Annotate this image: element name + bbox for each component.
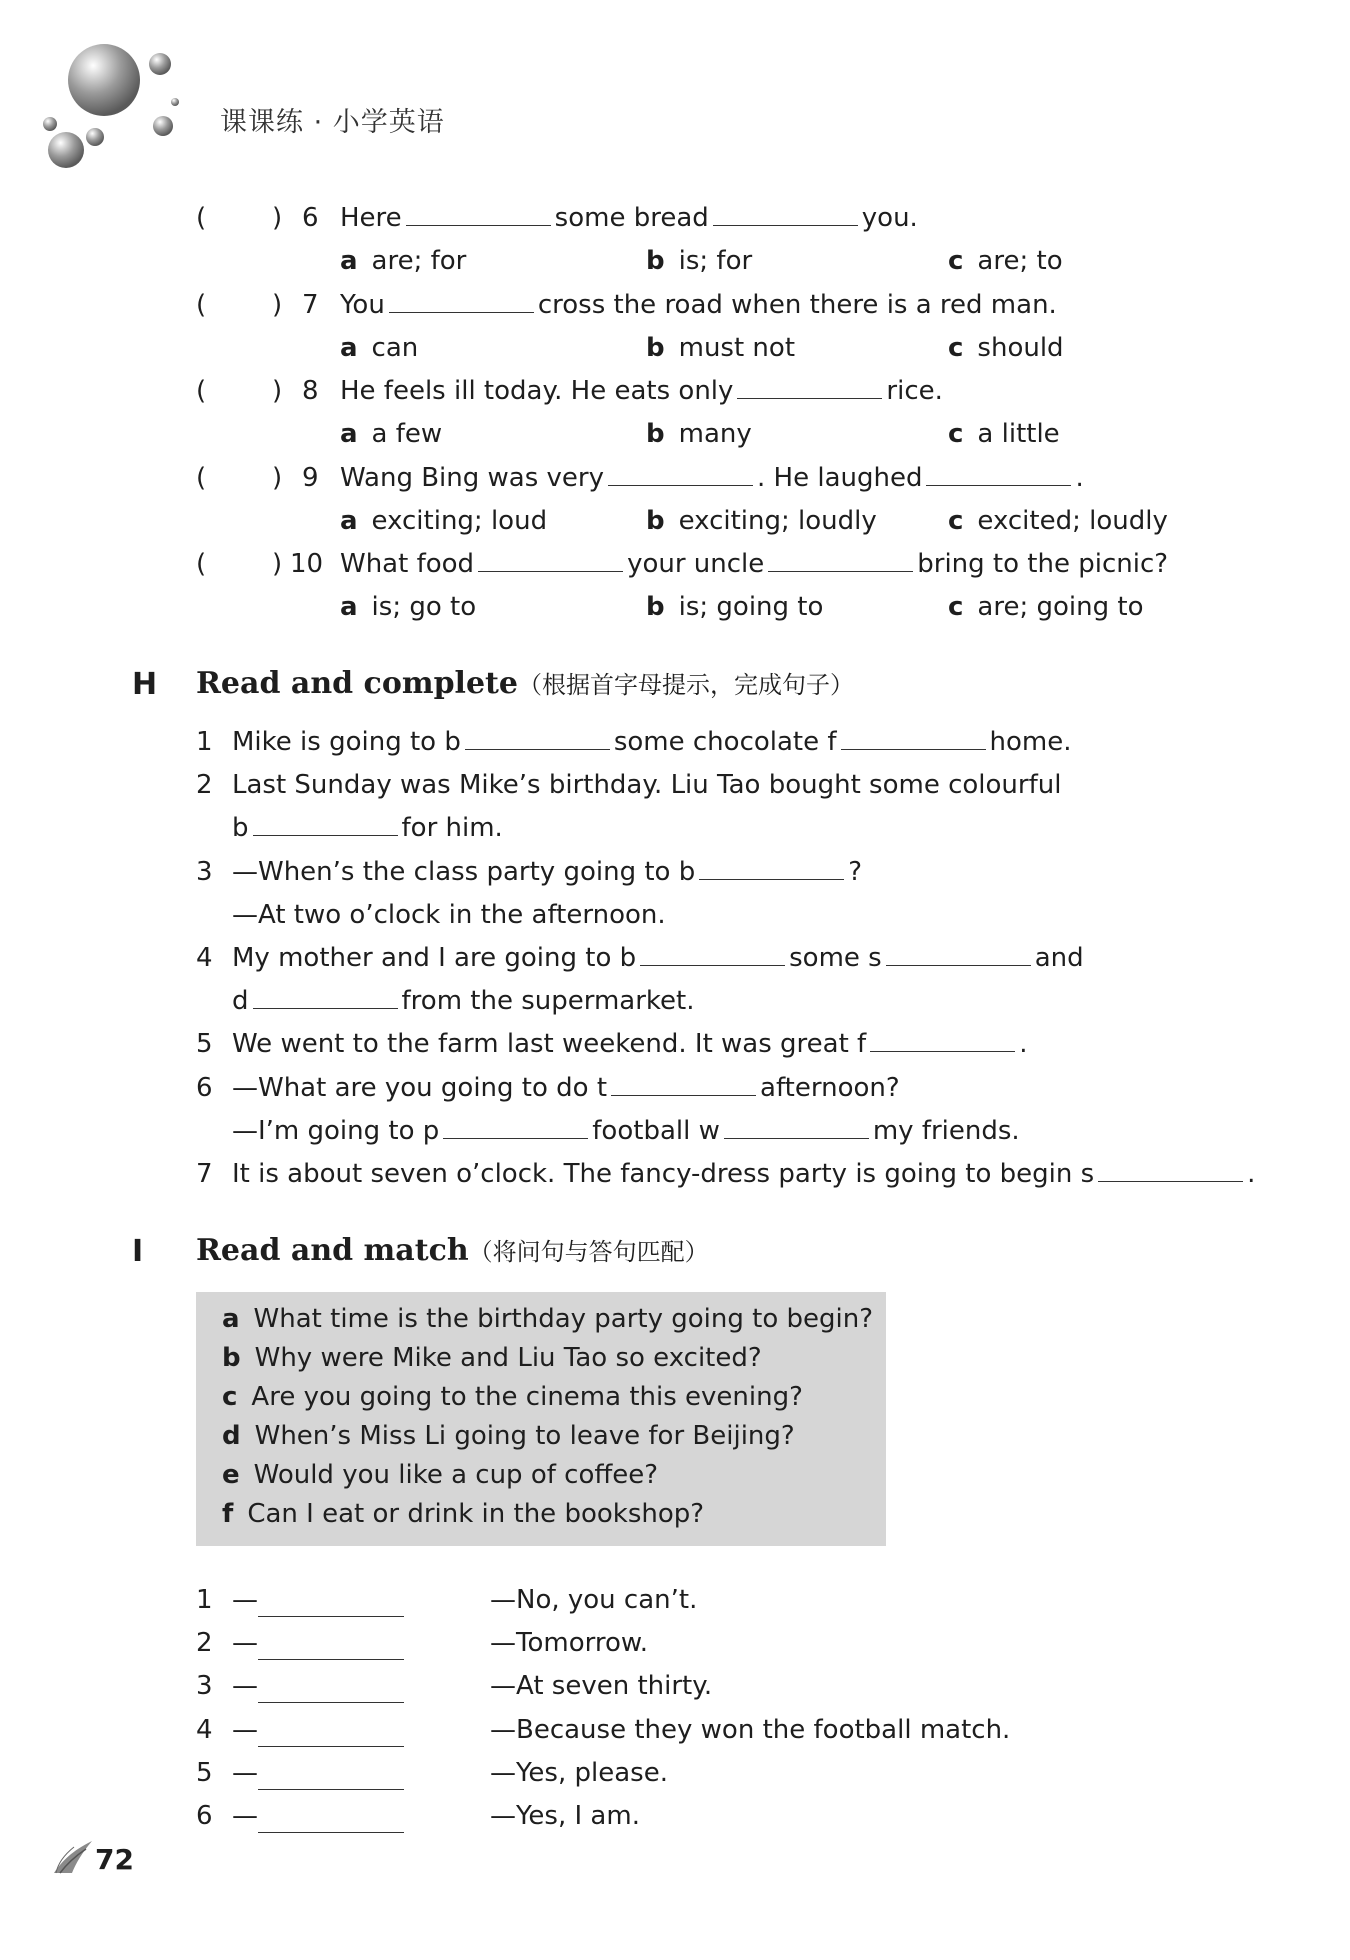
option-c[interactable]	[948, 241, 1063, 281]
section-h-subtitle: （根据首字母提示，完成句子）	[517, 671, 854, 699]
option-text: should	[977, 332, 1064, 363]
item-text: for him.	[401, 813, 503, 844]
item-number: 7	[196, 1159, 213, 1189]
answer-number: 2	[196, 1628, 213, 1659]
question-box	[196, 1292, 886, 1546]
item-line	[232, 938, 1084, 978]
answer-blank[interactable]	[737, 372, 882, 399]
answer-blank[interactable]	[443, 1112, 588, 1139]
item-number: 4	[196, 943, 213, 973]
answer-text: —Yes, please.	[490, 1757, 668, 1788]
section-h-letter: H	[132, 667, 158, 702]
question-b	[222, 1343, 762, 1373]
answer-blank[interactable]	[1098, 1155, 1243, 1182]
question-stem	[340, 371, 943, 411]
answer-blank[interactable]	[406, 199, 551, 226]
answer-blank[interactable]	[841, 723, 986, 750]
answer-blank[interactable]	[886, 939, 1031, 966]
option-b[interactable]	[646, 501, 877, 541]
question-stem	[340, 198, 918, 238]
answer-paren-open: (	[196, 289, 207, 320]
option-c[interactable]	[948, 328, 1064, 368]
dash: —	[232, 1671, 258, 1702]
answer-blank[interactable]	[389, 286, 534, 313]
answer-text: —Tomorrow.	[490, 1628, 649, 1659]
option-a[interactable]	[340, 328, 418, 368]
question-c	[222, 1382, 803, 1412]
answer-paren-close: )	[272, 549, 283, 579]
answer-blank[interactable]	[724, 1112, 869, 1139]
option-text: excited; loudly	[977, 505, 1168, 536]
answer-blank[interactable]	[258, 1720, 404, 1747]
answer-blank[interactable]	[608, 459, 753, 486]
option-letter: a	[340, 332, 358, 363]
answer-text: —Because they won the football match.	[490, 1714, 1011, 1745]
option-letter: c	[948, 246, 964, 276]
answer-paren-close: )	[272, 376, 283, 406]
option-letter: b	[646, 332, 665, 363]
answer-blank[interactable]	[258, 1633, 404, 1660]
option-text: are; to	[977, 246, 1063, 276]
answer-blank[interactable]	[465, 723, 610, 750]
answer-blank[interactable]	[713, 199, 858, 226]
stem-text: What food	[340, 549, 475, 579]
answer-number: 5	[196, 1757, 213, 1788]
option-c[interactable]	[948, 501, 1168, 541]
option-letter: c	[948, 332, 964, 363]
option-letter: c	[948, 419, 964, 449]
item-text: from the supermarket.	[401, 986, 695, 1017]
item-line	[232, 1024, 1027, 1064]
option-letter: b	[646, 505, 665, 536]
option-a[interactable]	[340, 414, 442, 454]
answer-paren-open: (	[196, 203, 207, 233]
stem-text: cross the road when there is a red man.	[537, 289, 1057, 320]
option-b[interactable]	[646, 241, 752, 281]
option-b[interactable]	[646, 414, 752, 454]
question-letter: b	[222, 1343, 241, 1373]
answer-paren-close: )	[272, 203, 283, 233]
item-text: d	[232, 986, 249, 1017]
page-number: 72	[95, 1843, 134, 1876]
answer-text: —No, you can’t.	[490, 1585, 698, 1615]
option-text: is; go to	[371, 592, 477, 622]
stem-text: your uncle	[627, 549, 765, 579]
item-text: —At two o’clock in the afternoon.	[232, 899, 666, 930]
answer-number: 1	[196, 1585, 213, 1615]
answer-box[interactable]	[212, 291, 272, 321]
item-text: my friends.	[872, 1115, 1020, 1146]
answer-paren-open: (	[196, 462, 207, 493]
answer-blank[interactable]	[870, 1025, 1015, 1052]
answer-box[interactable]	[212, 550, 272, 580]
section-h-title-text: Read and complete	[196, 666, 518, 701]
question-f	[222, 1499, 704, 1529]
item-text: —I’m going to p	[232, 1115, 440, 1146]
question-text: Would you like a cup of coffee?	[253, 1460, 659, 1490]
question-e	[222, 1460, 658, 1490]
header-bubbles-decoration	[38, 42, 188, 182]
item-text: football w	[592, 1115, 720, 1146]
question-a	[222, 1304, 873, 1334]
question-stem	[340, 544, 1168, 584]
answer-blank[interactable]	[258, 1763, 404, 1790]
item-text: We went to the farm last weekend. It was great f	[232, 1029, 867, 1060]
answer-text: —At seven thirty.	[490, 1671, 713, 1702]
answer-blank[interactable]	[258, 1806, 404, 1833]
answer-paren-open: (	[196, 376, 207, 406]
item-number: 6	[196, 1072, 213, 1103]
option-letter: a	[340, 505, 358, 536]
option-text: exciting; loudly	[678, 505, 877, 536]
question-stem	[340, 458, 1084, 498]
item-text: It is about seven o’clock. The fancy-dress party is going to begin s	[232, 1159, 1095, 1189]
question-letter: d	[222, 1421, 241, 1451]
dash: —	[232, 1801, 258, 1831]
answer-paren-open: (	[196, 549, 207, 579]
option-text: a little	[977, 419, 1060, 449]
option-text: can	[371, 332, 419, 363]
item-text: My mother and I are going to b	[232, 943, 637, 973]
item-text: .	[1247, 1159, 1256, 1189]
item-number: 3	[196, 856, 213, 887]
item-line	[232, 722, 1072, 762]
option-letter: c	[948, 505, 964, 536]
question-letter: a	[222, 1304, 240, 1334]
option-text: is; for	[678, 246, 753, 276]
section-i-title-text: Read and match	[196, 1233, 469, 1268]
option-text: a few	[371, 419, 443, 449]
item-text: home.	[989, 727, 1072, 757]
answer-blank[interactable]	[253, 809, 398, 836]
stem-text: . He laughed	[757, 462, 923, 493]
answer-blank[interactable]	[253, 982, 398, 1009]
item-number: 2	[196, 770, 213, 801]
question-letter: e	[222, 1460, 240, 1490]
stem-text: you.	[861, 203, 918, 233]
question-text: What time is the birthday party going to begin?	[253, 1304, 874, 1334]
question-number: 8	[302, 376, 319, 406]
item-text: some s	[789, 943, 882, 973]
header-title: 课课练 · 小学英语	[220, 107, 445, 138]
item-number: 5	[196, 1029, 213, 1060]
question-d	[222, 1421, 795, 1451]
option-a[interactable]	[340, 587, 476, 627]
answer-box[interactable]	[212, 204, 272, 234]
answer-blank[interactable]	[699, 853, 844, 880]
answer-blank[interactable]	[611, 1069, 756, 1096]
option-letter: a	[340, 246, 358, 276]
item-text: Mike is going to b	[232, 727, 461, 757]
option-a[interactable]	[340, 241, 466, 281]
dash: —	[232, 1628, 258, 1659]
item-line	[232, 808, 503, 848]
question-letter: c	[222, 1382, 238, 1412]
option-c[interactable]	[948, 414, 1060, 454]
option-text: must not	[678, 332, 796, 363]
question-number: 6	[302, 203, 319, 233]
item-text: Last Sunday was Mike’s birthday. Liu Tao bought some colourful	[232, 770, 1062, 801]
item-text: some chocolate f	[613, 727, 837, 757]
item-text: afternoon?	[760, 1072, 900, 1103]
question-number: 9	[302, 462, 319, 493]
question-text: Can I eat or drink in the bookshop?	[247, 1499, 705, 1529]
question-letter: f	[222, 1499, 234, 1529]
option-letter: a	[340, 592, 358, 622]
item-text: and	[1034, 943, 1084, 973]
question-text: Are you going to the cinema this evening?	[251, 1382, 803, 1412]
answer-blank[interactable]	[926, 459, 1071, 486]
stem-text: He feels ill today. He eats only	[340, 376, 734, 406]
item-text: —When’s the class party going to b	[232, 856, 696, 887]
option-a[interactable]	[340, 501, 547, 541]
option-letter: a	[340, 419, 358, 449]
question-number: 7	[302, 289, 319, 320]
answer-paren-close: )	[272, 289, 283, 320]
question-number: 10	[290, 549, 324, 579]
option-letter: b	[646, 419, 665, 449]
item-line	[232, 895, 666, 935]
answer-blank[interactable]	[258, 1676, 404, 1703]
item-line	[232, 981, 695, 1021]
stem-text: You	[340, 289, 385, 320]
stem-text: rice.	[886, 376, 943, 406]
item-line	[232, 1068, 900, 1108]
answer-blank[interactable]	[258, 1590, 404, 1617]
option-b[interactable]	[646, 328, 795, 368]
item-text: —What are you going to do t	[232, 1072, 608, 1103]
section-h-title	[196, 665, 854, 701]
answer-number: 6	[196, 1801, 213, 1831]
section-i-subtitle: （将问句与答句匹配）	[468, 1238, 709, 1266]
stem-text: Here	[340, 203, 402, 233]
option-b[interactable]	[646, 587, 823, 627]
answer-text: —Yes, I am.	[490, 1801, 640, 1831]
item-text: .	[1019, 1029, 1028, 1060]
section-i-letter: I	[132, 1234, 144, 1269]
answer-box[interactable]	[212, 377, 272, 407]
option-c[interactable]	[948, 587, 1143, 627]
option-text: are; for	[371, 246, 467, 276]
item-line	[232, 765, 1061, 805]
leaf-icon	[52, 1835, 96, 1875]
item-line	[232, 1111, 1020, 1151]
dash: —	[232, 1585, 258, 1615]
option-text: are; going to	[977, 592, 1144, 622]
question-text: When’s Miss Li going to leave for Beijing?	[254, 1421, 795, 1451]
stem-text: bring to the picnic?	[917, 549, 1169, 579]
question-stem	[340, 285, 1057, 325]
question-text: Why were Mike and Liu Tao so excited?	[254, 1343, 762, 1373]
option-text: is; going to	[678, 592, 824, 622]
answer-blank[interactable]	[478, 545, 623, 572]
option-text: many	[678, 419, 752, 449]
section-i-title	[196, 1232, 709, 1268]
item-text: b	[232, 813, 249, 844]
item-line	[232, 852, 862, 892]
answer-blank[interactable]	[640, 939, 785, 966]
item-text: ?	[848, 856, 863, 887]
dash: —	[232, 1757, 258, 1788]
answer-number: 3	[196, 1671, 213, 1702]
stem-text: Wang Bing was very	[340, 462, 604, 493]
dash: —	[232, 1714, 258, 1745]
answer-box[interactable]	[212, 464, 272, 494]
item-line	[232, 1154, 1255, 1194]
answer-paren-close: )	[272, 462, 283, 493]
option-letter: b	[646, 246, 665, 276]
answer-number: 4	[196, 1714, 213, 1745]
option-letter: b	[646, 592, 665, 622]
stem-text: .	[1075, 462, 1084, 493]
stem-text: some bread	[554, 203, 709, 233]
option-letter: c	[948, 592, 964, 622]
answer-blank[interactable]	[768, 545, 913, 572]
item-number: 1	[196, 727, 213, 757]
option-text: exciting; loud	[371, 505, 548, 536]
